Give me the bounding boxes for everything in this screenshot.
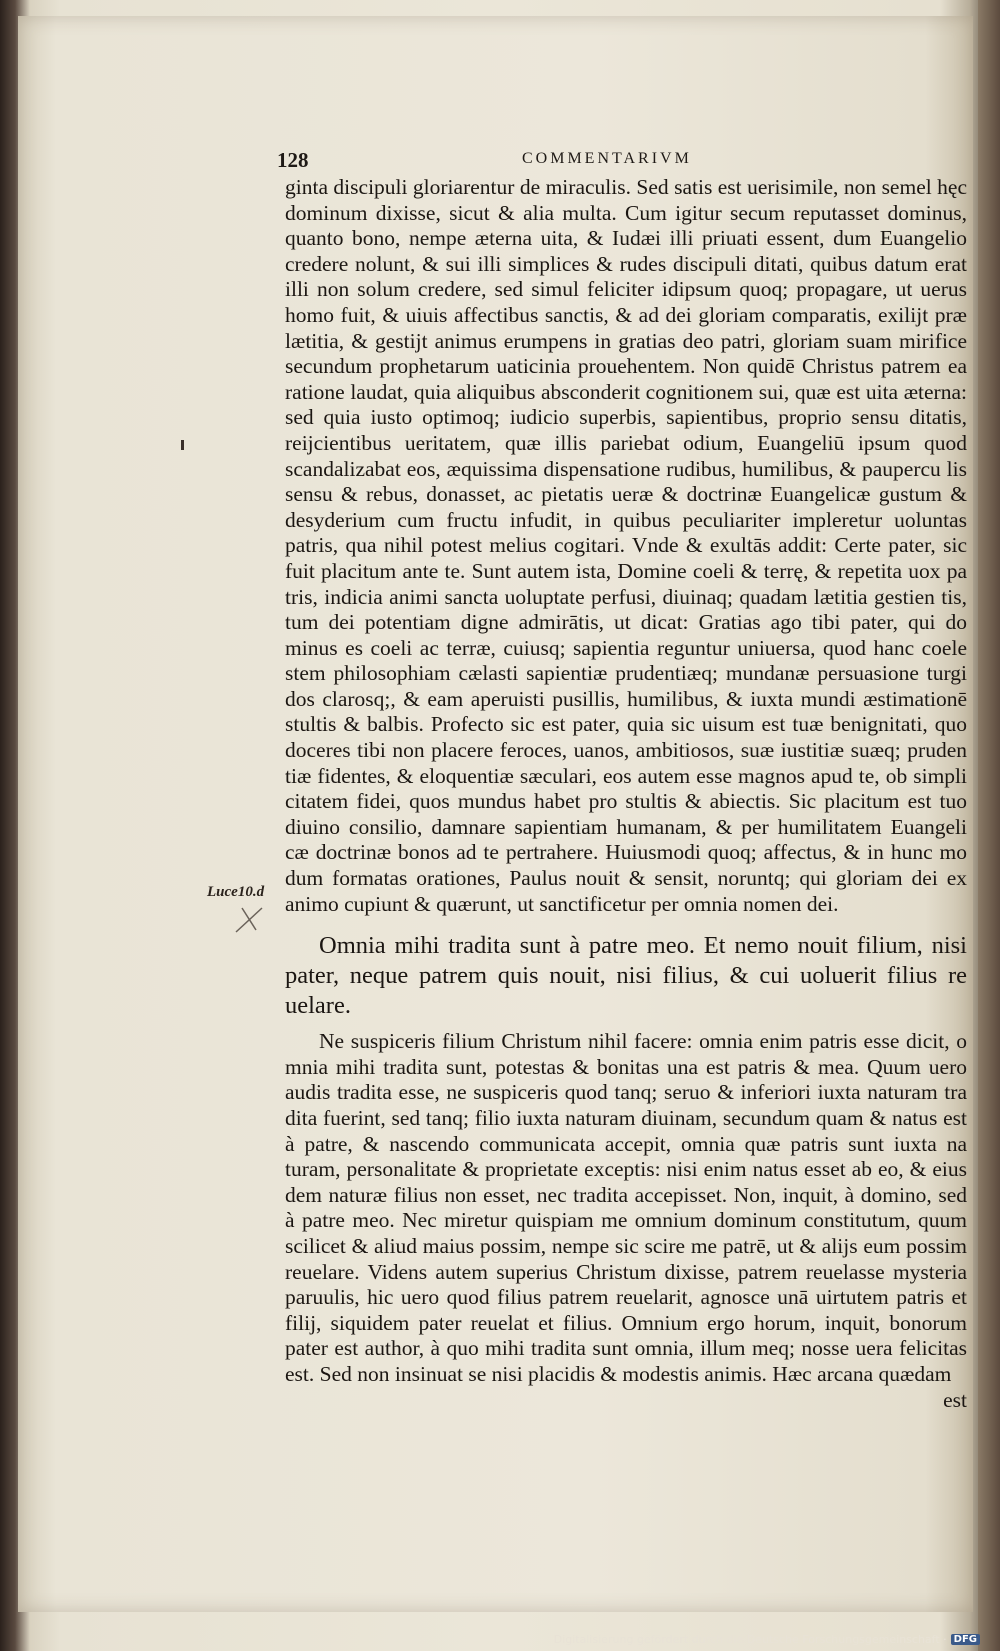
pencil-cross-mark-icon [232, 902, 266, 936]
margin-reference: Luce10.d [207, 884, 265, 900]
footer-credit: Digitalisierung gefördert durch die Deutsche Forschungsgemeinschaft · [553, 1632, 947, 1646]
digitization-footer [554, 1629, 980, 1649]
main-text-block [285, 175, 967, 1413]
dfg-logo-icon: DFG [951, 1634, 980, 1645]
margin-tick-mark [181, 440, 184, 450]
commentary-paragraph-1: ginta discipuli gloriarentur de miraculis. Sed satis est uerisimile, non semel hęc dominum dixisse, sicut & alia multa. Cum igitur secum reputasset dominus, quanto bono, nempe æterna uita, & Iudæi illi priuati essent, dum Euangelio credere nolunt, & sui illi simplices & rudes discipuli ditati, quibus datum erat illi non solum credere, sed simul feliciter idipsum quoq; propagare, ut uerus homo fuit, & uiuis affectibus sanctis, & ad dei gloriam comparatis, exilijt præ lætitia, & gestijt animus erumpens in gratias deo patri, gloriam suam mirifice secundum prophetarum uaticinia prouehentem. Non quidē Christus patrem ea ratione laudat, quia aliquibus absconderit cognitionem sui, quæ est uita æterna: sed quia iusto optimoq; iudicio superbis, sapientibus, proprio sensu ditatis, reijcientibus ueritatem, quæ illis pariebat odium, Euangeliū ipsum quod scandalizabat eos, æquissima dispensatione rudibus, humilibus, & paupercu lis sensu & rebus, donasset, ac pietatis ueræ & doctrinæ Euangelicæ gustum & desyderium cum fructu infudit, in quibus peculiariter impleretur uoluntas patris, qua nihil potest melius cogitari. Vnde & exultās addit: Certe pater, sic fuit placitum ante te. Sunt autem ista, Domine coeli & terrę, & repetita uox pa tris, indicia animi sancta uoluptate perfusi, diuinaq; quadam lætitia gestien tis, tum dei potentiam digne admirātis, ut dicat: Gratias ago tibi pater, qui do minus es coeli ac terræ, cuiusq; sapientia reguntur uniuersa, quod hanc coele stem philosophiam cælasti sapientiæ prudentiæq; mundanæ persuasione turgi dos clarosq;, & eam aperuisti pusillis, humilibus, & iuxta mundi æstimationē stultis & balbis. Profecto sic est pater, quia sic uisum est tuæ benignitati, quo doceres tibi non placere feroces, uanos, ambitiosos, suæ iustitiæ suæq; pruden tiæ fidentes, & eloquentiæ sæculari, eos autem esse magnos apud te, ob simpli citatem fidei, quos mundus habet pro stultis & abiectis. Sic placitum est tuo diuino consilio, damnare sapientiam humanam, & per humilitatem Euangeli cæ doctrinæ bonos ad te pertrahere. Huiusmodi quoq; affectus, & in hunc mo dum formatas orationes, Paulus nouit & sensit, noruntq; qui gloriam dei ex animo cupiunt & quærunt, ut sanctificetur per omnia nomen dei. [285, 175, 967, 916]
scripture-lemma: Omnia mihi tradita sunt à patre meo. Et nemo nouit filium, nisi pater, neque patrem quis nouit, nisi filius, & cui uoluerit filius re uelare. [285, 932, 967, 1020]
commentary-paragraph-2: Ne suspiceris filium Christum nihil facere: omnia enim patris esse dicit, o mnia mihi tradita sunt, potestas & bonitas una est patris & mea. Quum uero audis tradita esse, ne suspiceris quod tanq; seruo & inferiori iuxta naturam tra dita fuerint, sed tanq; filio iuxta naturam diuinam, secundum quam & natus est à patre, & nascendo communicata accepit, omnia quæ patris sunt iuxta na turam, personalitate & proprietate exceptis: nisi enim natus esset ab eo, & eius dem naturæ filius non esset, nec tradita accepisset. Non, inquit, à domino, sed à patre meo. Nec miretur quispiam me omnium dominum constitutum, quum scilicet & aliud maius possim, nempe sic scire me patrē, ut & alijs eum possim reuelare. Videns autem superius Christum dixisse, patrem reuelasse mysteria paruulis, hic uero quod filius patrem reuelarit, agnosce unā uirtutem patris et filij, siquidem pater reuelat et filius. Omnium ergo horum, inquit, bonorum pater est author, à quo mihi tradita sunt omnia, illum meq; nosse uera felicitas est. Sed non insinuat se nisi placidis & modestis animis. Hæc arcana quædam [285, 1029, 967, 1386]
adjacent-page-edge [978, 0, 1000, 1651]
page-header [277, 148, 957, 172]
running-head: COMMENTARIVM [522, 150, 692, 167]
catchword: est [943, 1387, 967, 1412]
folio-number: 128 [277, 148, 309, 172]
